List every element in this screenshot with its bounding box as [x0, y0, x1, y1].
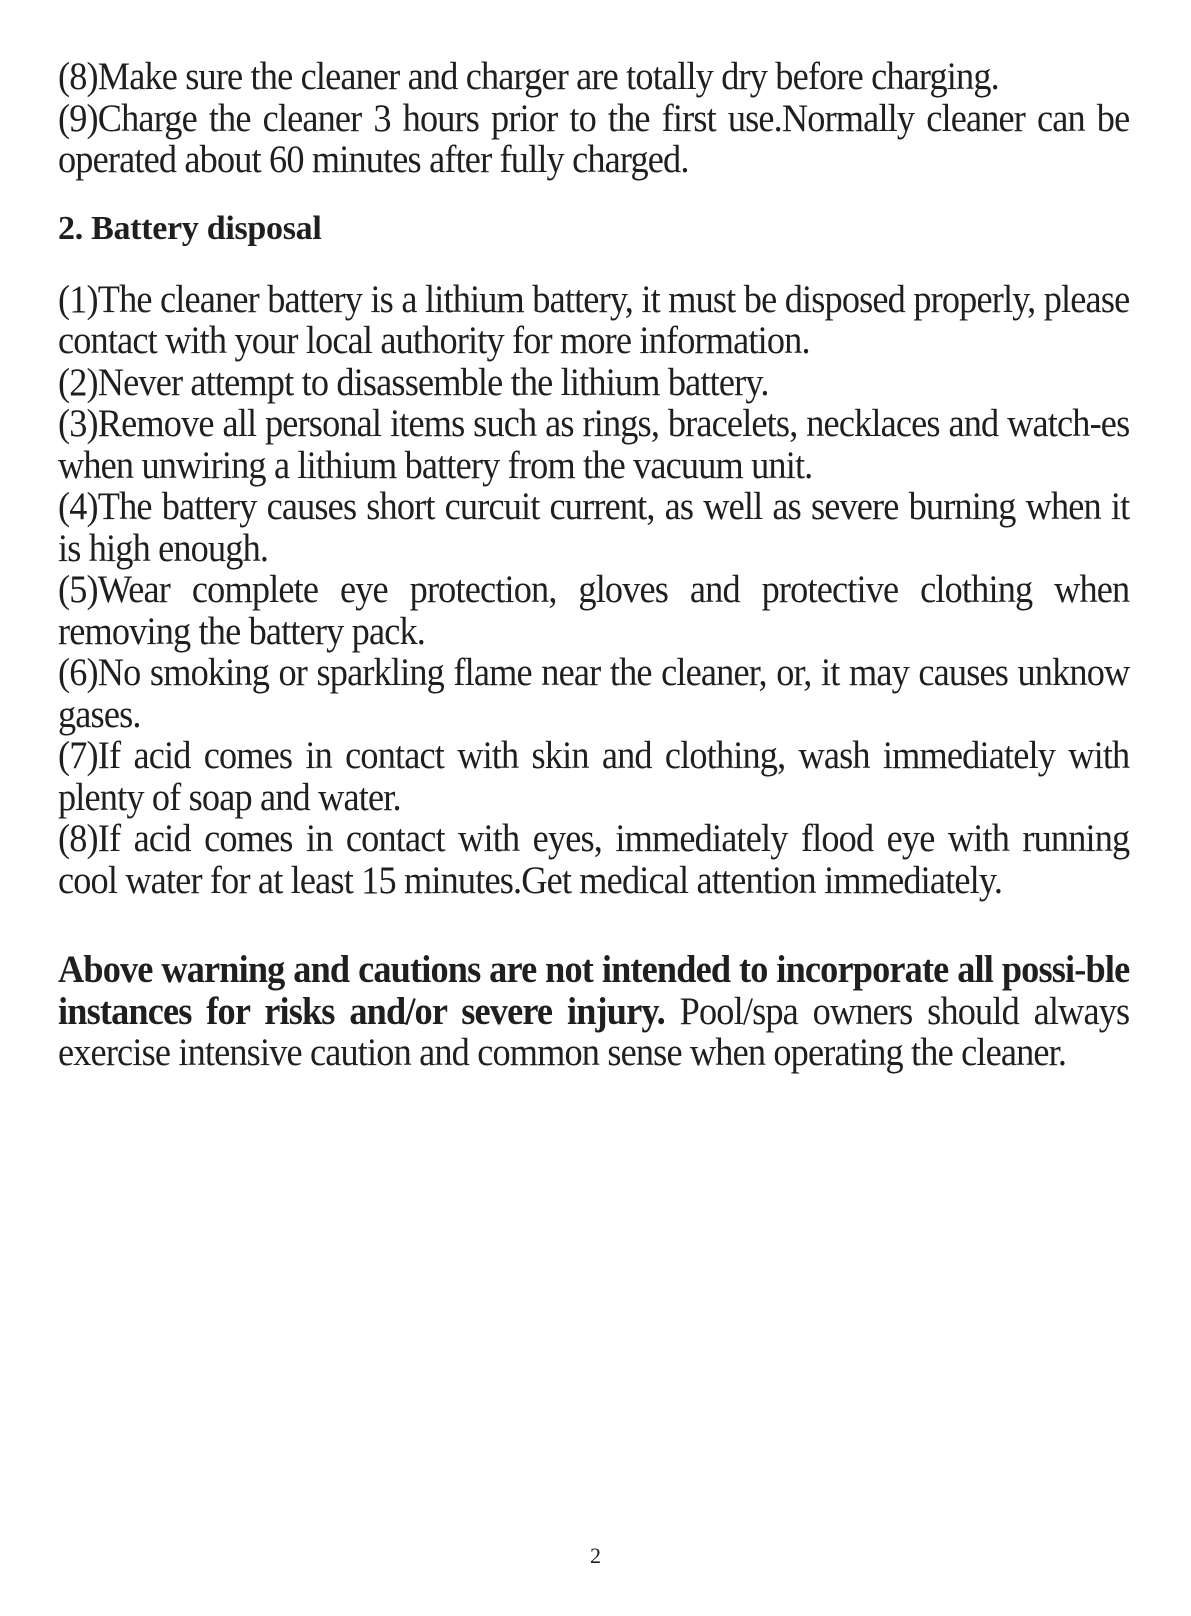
charging-item-9: (9)Charge the cleaner 3 hours prior to the first use.Normally cleaner can be operated about 60 minutes after fully charged. — [58, 96, 1130, 181]
disposal-item-4: (4)The battery causes short curcuit current, as well as severe burning when it is high enough. — [58, 485, 1130, 570]
disposal-item-7: (7)If acid comes in contact with skin and clothing, wash immediately with plenty of soap and water. — [58, 734, 1130, 819]
spacer — [58, 901, 1130, 949]
warning-bold-text: Above warning and cautions are not intended to incorporate all possi-ble instances for risks and/or severe injury. — [58, 948, 1130, 1033]
disposal-item-5: (5)Wear complete eye protection, gloves and protective clothing when removing the battery pack. — [58, 568, 1130, 653]
page-number: 2 — [590, 1543, 601, 1568]
disposal-item-3: (3)Remove all personal items such as rings, bracelets, necklaces and watch-es when unwiring a lithium battery from the vacuum unit. — [58, 402, 1130, 487]
charging-item-8: (8)Make sure the cleaner and charger are totally dry before charging. — [58, 55, 999, 98]
document-page — [58, 56, 1130, 1074]
warning-paragraph — [58, 949, 1129, 1074]
disposal-item-8: (8)If acid comes in contact with eyes, immediately flood eye with running cool water for at least 15 minutes.Get medical attention immediately. — [58, 817, 1130, 902]
disposal-item-1: (1)The cleaner battery is a lithium battery, it must be disposed properly, please contact with your local authority for more information. — [58, 277, 1130, 362]
warning-normal-text: Pool/spa owners should always exercise intensive caution and common sense when operating the cleaner. — [58, 989, 1130, 1074]
disposal-item-6: (6)No smoking or sparkling flame near the cleaner, or, it may causes unknow gases. — [58, 651, 1130, 736]
disposal-item-2: (2)Never attempt to disassemble the lithium battery. — [58, 360, 769, 404]
section-heading-battery-disposal: 2. Battery disposal — [58, 209, 322, 247]
